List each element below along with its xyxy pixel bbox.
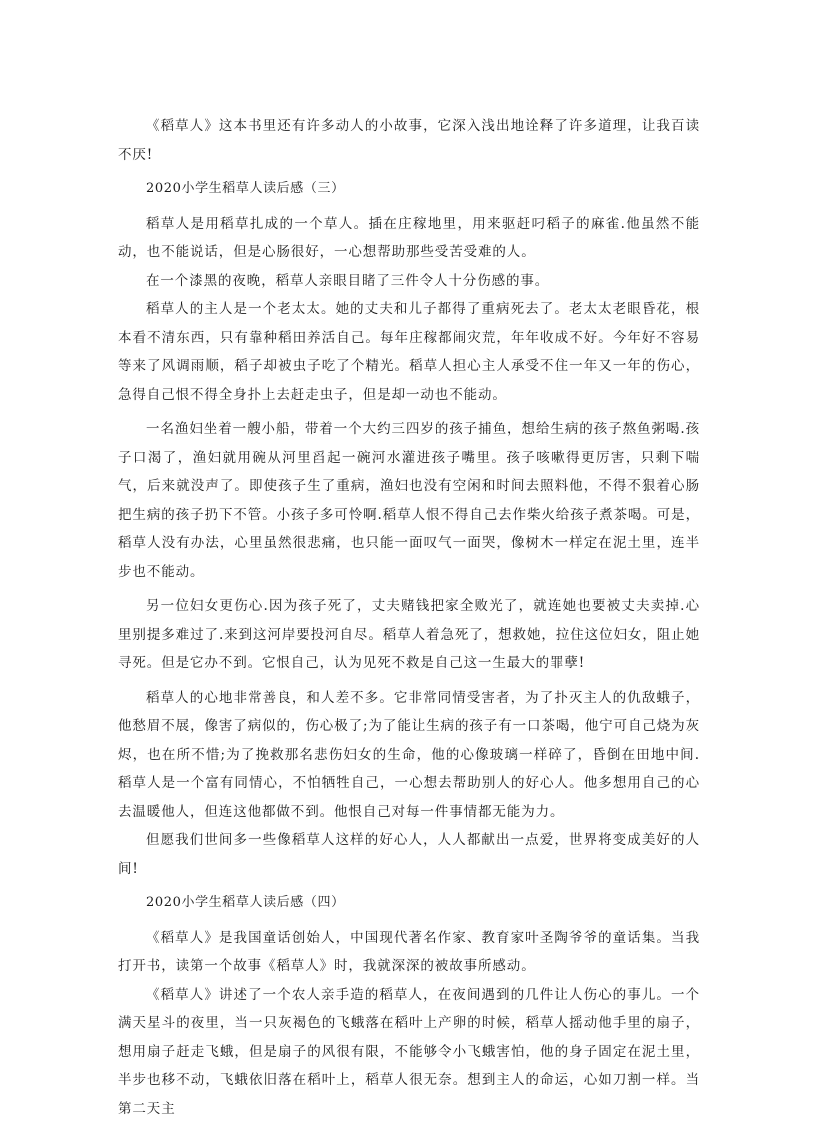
document-page (118, 112, 700, 1123)
section-heading-3: 2020小学生稻草人读后感（三） (118, 169, 700, 210)
paragraph-intro: 《稻草人》这本书里还有许多动人的小故事，它深入浅出地诠释了许多道理，让我百读不厌! (118, 112, 700, 169)
paragraph: 但愿我们世间多一些像稻草人这样的好心人，人人都献出一点爱，世界将变成美好的人间! (118, 826, 700, 883)
paragraph: 在一个漆黑的夜晚，稻草人亲眼目睹了三件令人十分伤感的事。 (118, 267, 700, 296)
paragraph: 另一位妇女更伤心.因为孩子死了，丈夫赌钱把家全败光了，就连她也要被丈夫卖掉.心里别提多难过了.来到这河岸要投河自尽。稻草人着急死了，想救她，拉住这位妇女，阻止她寻死。但是它办不到。它恨自己，认为见死不救是自己这一生最大的罪孽! (118, 592, 700, 678)
paragraph: 稻草人是用稻草扎成的一个草人。插在庄稼地里，用来驱赶叼稻子的麻雀.他虽然不能动，也不能说话，但是心肠很好，一心想帮助那些受苦受难的人。 (118, 210, 700, 267)
paragraph: 稻草人的心地非常善良，和人差不多。它非常同情受害者，为了扑灭主人的仇敌蛾子，他愁眉不展，像害了病似的，伤心极了;为了能让生病的孩子有一口茶喝，他宁可自己烧为灰烬，也在所不惜;为了挽救那名悲伤妇女的生命，他的心像玻璃一样碎了，昏倒在田地中间.稻草人是一个富有同情心，不怕牺牲自己，一心想去帮助别人的好心人。他多想用自己的心去温暖他人，但连这他都做不到。他恨自己对每一件事情都无能为力。 (118, 684, 700, 827)
paragraph: 《稻草人》讲述了一个农人亲手造的稻草人，在夜间遇到的几件让人伤心的事儿。一个满天星斗的夜里，当一只灰褐色的飞蛾落在稻叶上产卵的时候，稻草人摇动他手里的扇子，想用扇子赶走飞蛾，但是扇子的风很有限，不能够令小飞蛾害怕，他的身子固定在泥土里，半步也移不动，飞蛾依旧落在稻叶上，稻草人很无奈。想到主人的命运，心如刀割一样。当第二天主 (118, 981, 700, 1123)
paragraph: 稻草人的主人是一个老太太。她的丈夫和儿子都得了重病死去了。老太太老眼昏花，根本看不清东西，只有靠种稻田养活自己。每年庄稼都闹灾荒，年年收成不好。今年好不容易等来了风调雨顺，稻子却被虫子吃了个精光。稻草人担心主人承受不住一年又一年的伤心，急得自己恨不得全身扑上去赶走虫子，但是却一动也不能动。 (118, 295, 700, 409)
paragraph: 《稻草人》是我国童话创始人，中国现代著名作家、教育家叶圣陶爷爷的童话集。当我打开书，读第一个故事《稻草人》时，我就深深的被故事所感动。 (118, 924, 700, 981)
paragraph: 一名渔妇坐着一艘小船，带着一个大约三四岁的孩子捕鱼，想给生病的孩子熬鱼粥喝.孩子口渴了，渔妇就用碗从河里舀起一碗河水灌进孩子嘴里。孩子咳嗽得更厉害，只剩下喘气，后来就没声了。即使孩子生了重病，渔妇也没有空闲和时间去照料他，不得不狠着心肠把生病的孩子扔下不管。小孩子多可怜啊.稻草人恨不得自己去作柴火给孩子煮茶喝。可是，稻草人没有办法，心里虽然很悲痛，也只能一面叹气一面哭，像树木一样定在泥土里，连半步也不能动。 (118, 415, 700, 586)
section-heading-4: 2020小学生稻草人读后感（四） (118, 883, 700, 924)
